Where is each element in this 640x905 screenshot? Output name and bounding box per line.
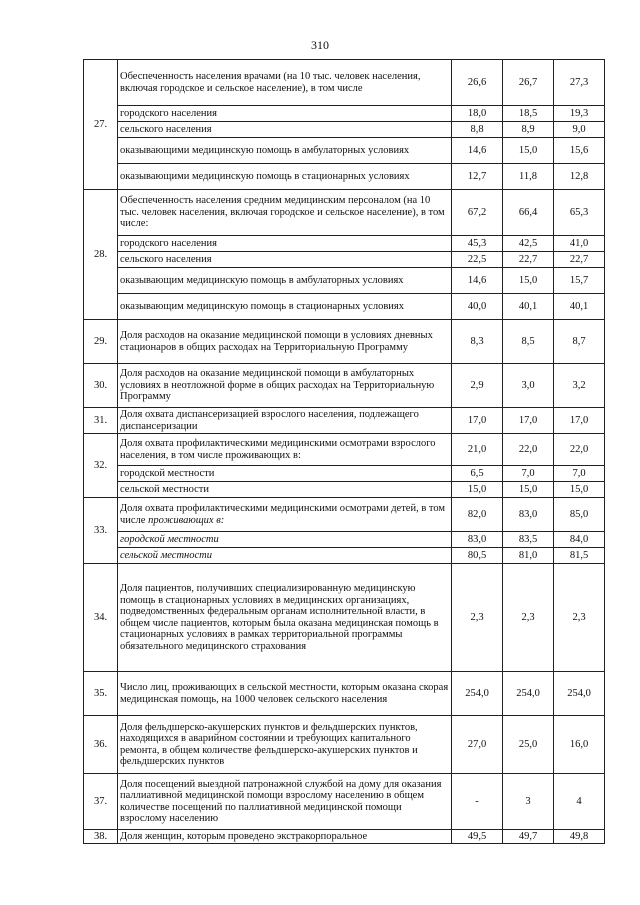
table-row bbox=[84, 548, 605, 564]
row-number: 35. bbox=[84, 672, 118, 716]
indicator-text: городской местности bbox=[120, 533, 219, 545]
value-cell: 82,0 bbox=[452, 498, 503, 532]
indicator-text: Доля расходов на оказание медицинской помощи в условиях дневных стационаров в общих расходах на Территориальную Программу bbox=[120, 330, 433, 353]
value-cell: 18,0 bbox=[452, 106, 503, 122]
table-row bbox=[84, 774, 605, 830]
indicator-text-italic: проживающих в: bbox=[148, 514, 225, 526]
value-cell: 15,0 bbox=[503, 138, 554, 164]
value-cell: 6,5 bbox=[452, 466, 503, 482]
value-cell: 83,5 bbox=[503, 532, 554, 548]
indicator-description bbox=[118, 320, 452, 364]
row-number: 37. bbox=[84, 774, 118, 830]
value-cell: 12,7 bbox=[452, 164, 503, 190]
indicator-text: Доля женщин, которым проведено экстракорпоральное bbox=[120, 830, 368, 842]
table-row bbox=[84, 122, 605, 138]
value-cell: 254,0 bbox=[554, 672, 605, 716]
table-row bbox=[84, 498, 605, 532]
row-number: 36. bbox=[84, 716, 118, 774]
indicator-description bbox=[118, 60, 452, 106]
table-row bbox=[84, 294, 605, 320]
value-cell: 40,1 bbox=[503, 294, 554, 320]
value-cell: 49,5 bbox=[452, 830, 503, 844]
value-cell: 18,5 bbox=[503, 106, 554, 122]
indicator-description bbox=[118, 252, 452, 268]
table-row bbox=[84, 252, 605, 268]
value-cell: 15,0 bbox=[503, 268, 554, 294]
value-cell: 22,7 bbox=[503, 252, 554, 268]
value-cell: 27,3 bbox=[554, 60, 605, 106]
value-cell: 15,0 bbox=[503, 482, 554, 498]
value-cell: 4 bbox=[554, 774, 605, 830]
indicator-description bbox=[118, 498, 452, 532]
value-cell: 8,9 bbox=[503, 122, 554, 138]
value-cell: 17,0 bbox=[554, 408, 605, 434]
table-row bbox=[84, 716, 605, 774]
indicator-text: Доля фельдшерско-акушерских пунктов и фельдшерских пунктов, находящихся в аварийном состоянии и требующих капитального ремонта, в общем количестве фельдшерско-акушерских пунктов и фельдшерских пунктов bbox=[120, 721, 418, 767]
value-cell: 7,0 bbox=[503, 466, 554, 482]
value-cell: 8,3 bbox=[452, 320, 503, 364]
value-cell: 85,0 bbox=[554, 498, 605, 532]
indicator-text: сельской местности bbox=[120, 549, 212, 561]
indicators-table bbox=[83, 59, 605, 844]
value-cell: 26,7 bbox=[503, 60, 554, 106]
value-cell: 21,0 bbox=[452, 434, 503, 466]
value-cell: 14,6 bbox=[452, 268, 503, 294]
row-number: 38. bbox=[84, 830, 118, 844]
row-number: 32. bbox=[84, 434, 118, 498]
value-cell: 22,0 bbox=[503, 434, 554, 466]
indicator-text: городского населения bbox=[120, 107, 217, 119]
indicator-text: Число лиц, проживающих в сельской местности, которым оказана скорая медицинская помощь, на 1000 человек сельского населения bbox=[120, 682, 449, 705]
value-cell: 3 bbox=[503, 774, 554, 830]
indicator-text: оказывающим медицинскую помощь в стационарных условиях bbox=[120, 300, 404, 312]
page-number: 310 bbox=[311, 38, 329, 52]
value-cell: 8,8 bbox=[452, 122, 503, 138]
table-row bbox=[84, 190, 605, 236]
indicator-description bbox=[118, 106, 452, 122]
indicator-text: Доля посещений выездной патронажной службой на дому для оказания паллиативной медицинской помощи взрослому населению в общем количестве посещений по паллиативной медицинской помощи взрослому населению bbox=[120, 778, 442, 824]
indicator-description bbox=[118, 716, 452, 774]
value-cell: 65,3 bbox=[554, 190, 605, 236]
table-row bbox=[84, 320, 605, 364]
indicator-description bbox=[118, 466, 452, 482]
table-row bbox=[84, 482, 605, 498]
value-cell: 84,0 bbox=[554, 532, 605, 548]
value-cell: 26,6 bbox=[452, 60, 503, 106]
value-cell: 67,2 bbox=[452, 190, 503, 236]
indicator-description bbox=[118, 548, 452, 564]
indicator-text: городской местности bbox=[120, 467, 215, 479]
row-number: 33. bbox=[84, 498, 118, 564]
value-cell: 3,2 bbox=[554, 364, 605, 408]
table-row bbox=[84, 236, 605, 252]
value-cell: 22,0 bbox=[554, 434, 605, 466]
indicator-text: сельского населения bbox=[120, 253, 212, 265]
value-cell: 8,7 bbox=[554, 320, 605, 364]
table-row bbox=[84, 466, 605, 482]
value-cell: 83,0 bbox=[503, 498, 554, 532]
table-row bbox=[84, 564, 605, 672]
value-cell: 2,3 bbox=[503, 564, 554, 672]
indicator-text: Обеспеченность населения средним медицинским персоналом (на 10 тыс. человек населения, включая городское и сельское население), в том числе: bbox=[120, 195, 445, 230]
indicator-description bbox=[118, 564, 452, 672]
indicator-description bbox=[118, 532, 452, 548]
value-cell: 254,0 bbox=[452, 672, 503, 716]
value-cell: 15,0 bbox=[452, 482, 503, 498]
table-row bbox=[84, 830, 605, 844]
row-number: 30. bbox=[84, 364, 118, 408]
indicator-description bbox=[118, 268, 452, 294]
indicator-text: Доля охвата профилактическими медицинскими осмотрами детей, в том числе bbox=[120, 503, 446, 526]
indicator-text: Доля пациентов, получивших специализированную медицинскую помощь в стационарных условиях в медицинских организациях, подведомственных федеральным органам исполнительной власти, в общем числе пациентов, которым была оказана медицинская помощь в стационарных условиях в рамках территориальной программы обязательного медицинского страхования bbox=[120, 583, 439, 652]
value-cell: - bbox=[452, 774, 503, 830]
value-cell: 80,5 bbox=[452, 548, 503, 564]
value-cell: 27,0 bbox=[452, 716, 503, 774]
indicator-description bbox=[118, 482, 452, 498]
value-cell: 66,4 bbox=[503, 190, 554, 236]
row-number: 29. bbox=[84, 320, 118, 364]
indicator-text: сельской местности bbox=[120, 483, 210, 495]
row-number: 31. bbox=[84, 408, 118, 434]
value-cell: 11,8 bbox=[503, 164, 554, 190]
indicator-description bbox=[118, 138, 452, 164]
value-cell: 2,3 bbox=[452, 564, 503, 672]
indicator-description bbox=[118, 434, 452, 466]
value-cell: 22,5 bbox=[452, 252, 503, 268]
value-cell: 17,0 bbox=[503, 408, 554, 434]
indicator-text: Доля расходов на оказание медицинской помощи в амбулаторных условиях в неотложной форме в общих расходах на Территориальную Программу bbox=[120, 368, 435, 403]
table-row bbox=[84, 106, 605, 122]
indicator-description bbox=[118, 190, 452, 236]
value-cell: 40,1 bbox=[554, 294, 605, 320]
value-cell: 12,8 bbox=[554, 164, 605, 190]
value-cell: 19,3 bbox=[554, 106, 605, 122]
value-cell: 2,9 bbox=[452, 364, 503, 408]
value-cell: 16,0 bbox=[554, 716, 605, 774]
value-cell: 254,0 bbox=[503, 672, 554, 716]
indicator-text: городского населения bbox=[120, 237, 217, 249]
value-cell: 15,7 bbox=[554, 268, 605, 294]
value-cell: 42,5 bbox=[503, 236, 554, 252]
indicator-text: Доля охвата диспансеризацией взрослого населения, подлежащего диспансеризации bbox=[120, 409, 419, 432]
value-cell: 81,5 bbox=[554, 548, 605, 564]
value-cell: 2,3 bbox=[554, 564, 605, 672]
table-row bbox=[84, 434, 605, 466]
value-cell: 41,0 bbox=[554, 236, 605, 252]
row-number: 34. bbox=[84, 564, 118, 672]
indicator-description bbox=[118, 122, 452, 138]
value-cell: 40,0 bbox=[452, 294, 503, 320]
table-row bbox=[84, 268, 605, 294]
value-cell: 49,8 bbox=[554, 830, 605, 844]
table-row bbox=[84, 672, 605, 716]
indicator-text: оказывающими медицинскую помощь в амбулаторных условиях bbox=[120, 144, 410, 156]
row-number: 28. bbox=[84, 190, 118, 320]
value-cell: 15,0 bbox=[554, 482, 605, 498]
indicator-description bbox=[118, 774, 452, 830]
value-cell: 15,6 bbox=[554, 138, 605, 164]
value-cell: 25,0 bbox=[503, 716, 554, 774]
indicator-text: оказывающими медицинскую помощь в стационарных условиях bbox=[120, 170, 410, 182]
indicator-description bbox=[118, 164, 452, 190]
row-number: 27. bbox=[84, 60, 118, 190]
table-row bbox=[84, 60, 605, 106]
indicator-text: Обеспеченность населения врачами (на 10 тыс. человек населения, включая городское и сельское население), в том числе bbox=[120, 71, 421, 94]
indicator-description bbox=[118, 830, 452, 844]
table-row bbox=[84, 408, 605, 434]
value-cell: 7,0 bbox=[554, 466, 605, 482]
value-cell: 49,7 bbox=[503, 830, 554, 844]
value-cell: 3,0 bbox=[503, 364, 554, 408]
indicator-text: сельского населения bbox=[120, 123, 212, 135]
table-row bbox=[84, 164, 605, 190]
table-row bbox=[84, 364, 605, 408]
indicator-description bbox=[118, 408, 452, 434]
value-cell: 14,6 bbox=[452, 138, 503, 164]
indicator-description bbox=[118, 672, 452, 716]
value-cell: 17,0 bbox=[452, 408, 503, 434]
indicator-text: Доля охвата профилактическими медицинскими осмотрами взрослого населения, в том числе проживающих в: bbox=[120, 438, 436, 461]
indicator-description bbox=[118, 236, 452, 252]
value-cell: 45,3 bbox=[452, 236, 503, 252]
indicators-table-body bbox=[84, 60, 605, 844]
value-cell: 83,0 bbox=[452, 532, 503, 548]
indicator-text: оказывающим медицинскую помощь в амбулаторных условиях bbox=[120, 274, 404, 286]
table-row bbox=[84, 138, 605, 164]
indicator-description bbox=[118, 364, 452, 408]
value-cell: 22,7 bbox=[554, 252, 605, 268]
value-cell: 81,0 bbox=[503, 548, 554, 564]
value-cell: 9,0 bbox=[554, 122, 605, 138]
table-row bbox=[84, 532, 605, 548]
indicator-description bbox=[118, 294, 452, 320]
value-cell: 8,5 bbox=[503, 320, 554, 364]
